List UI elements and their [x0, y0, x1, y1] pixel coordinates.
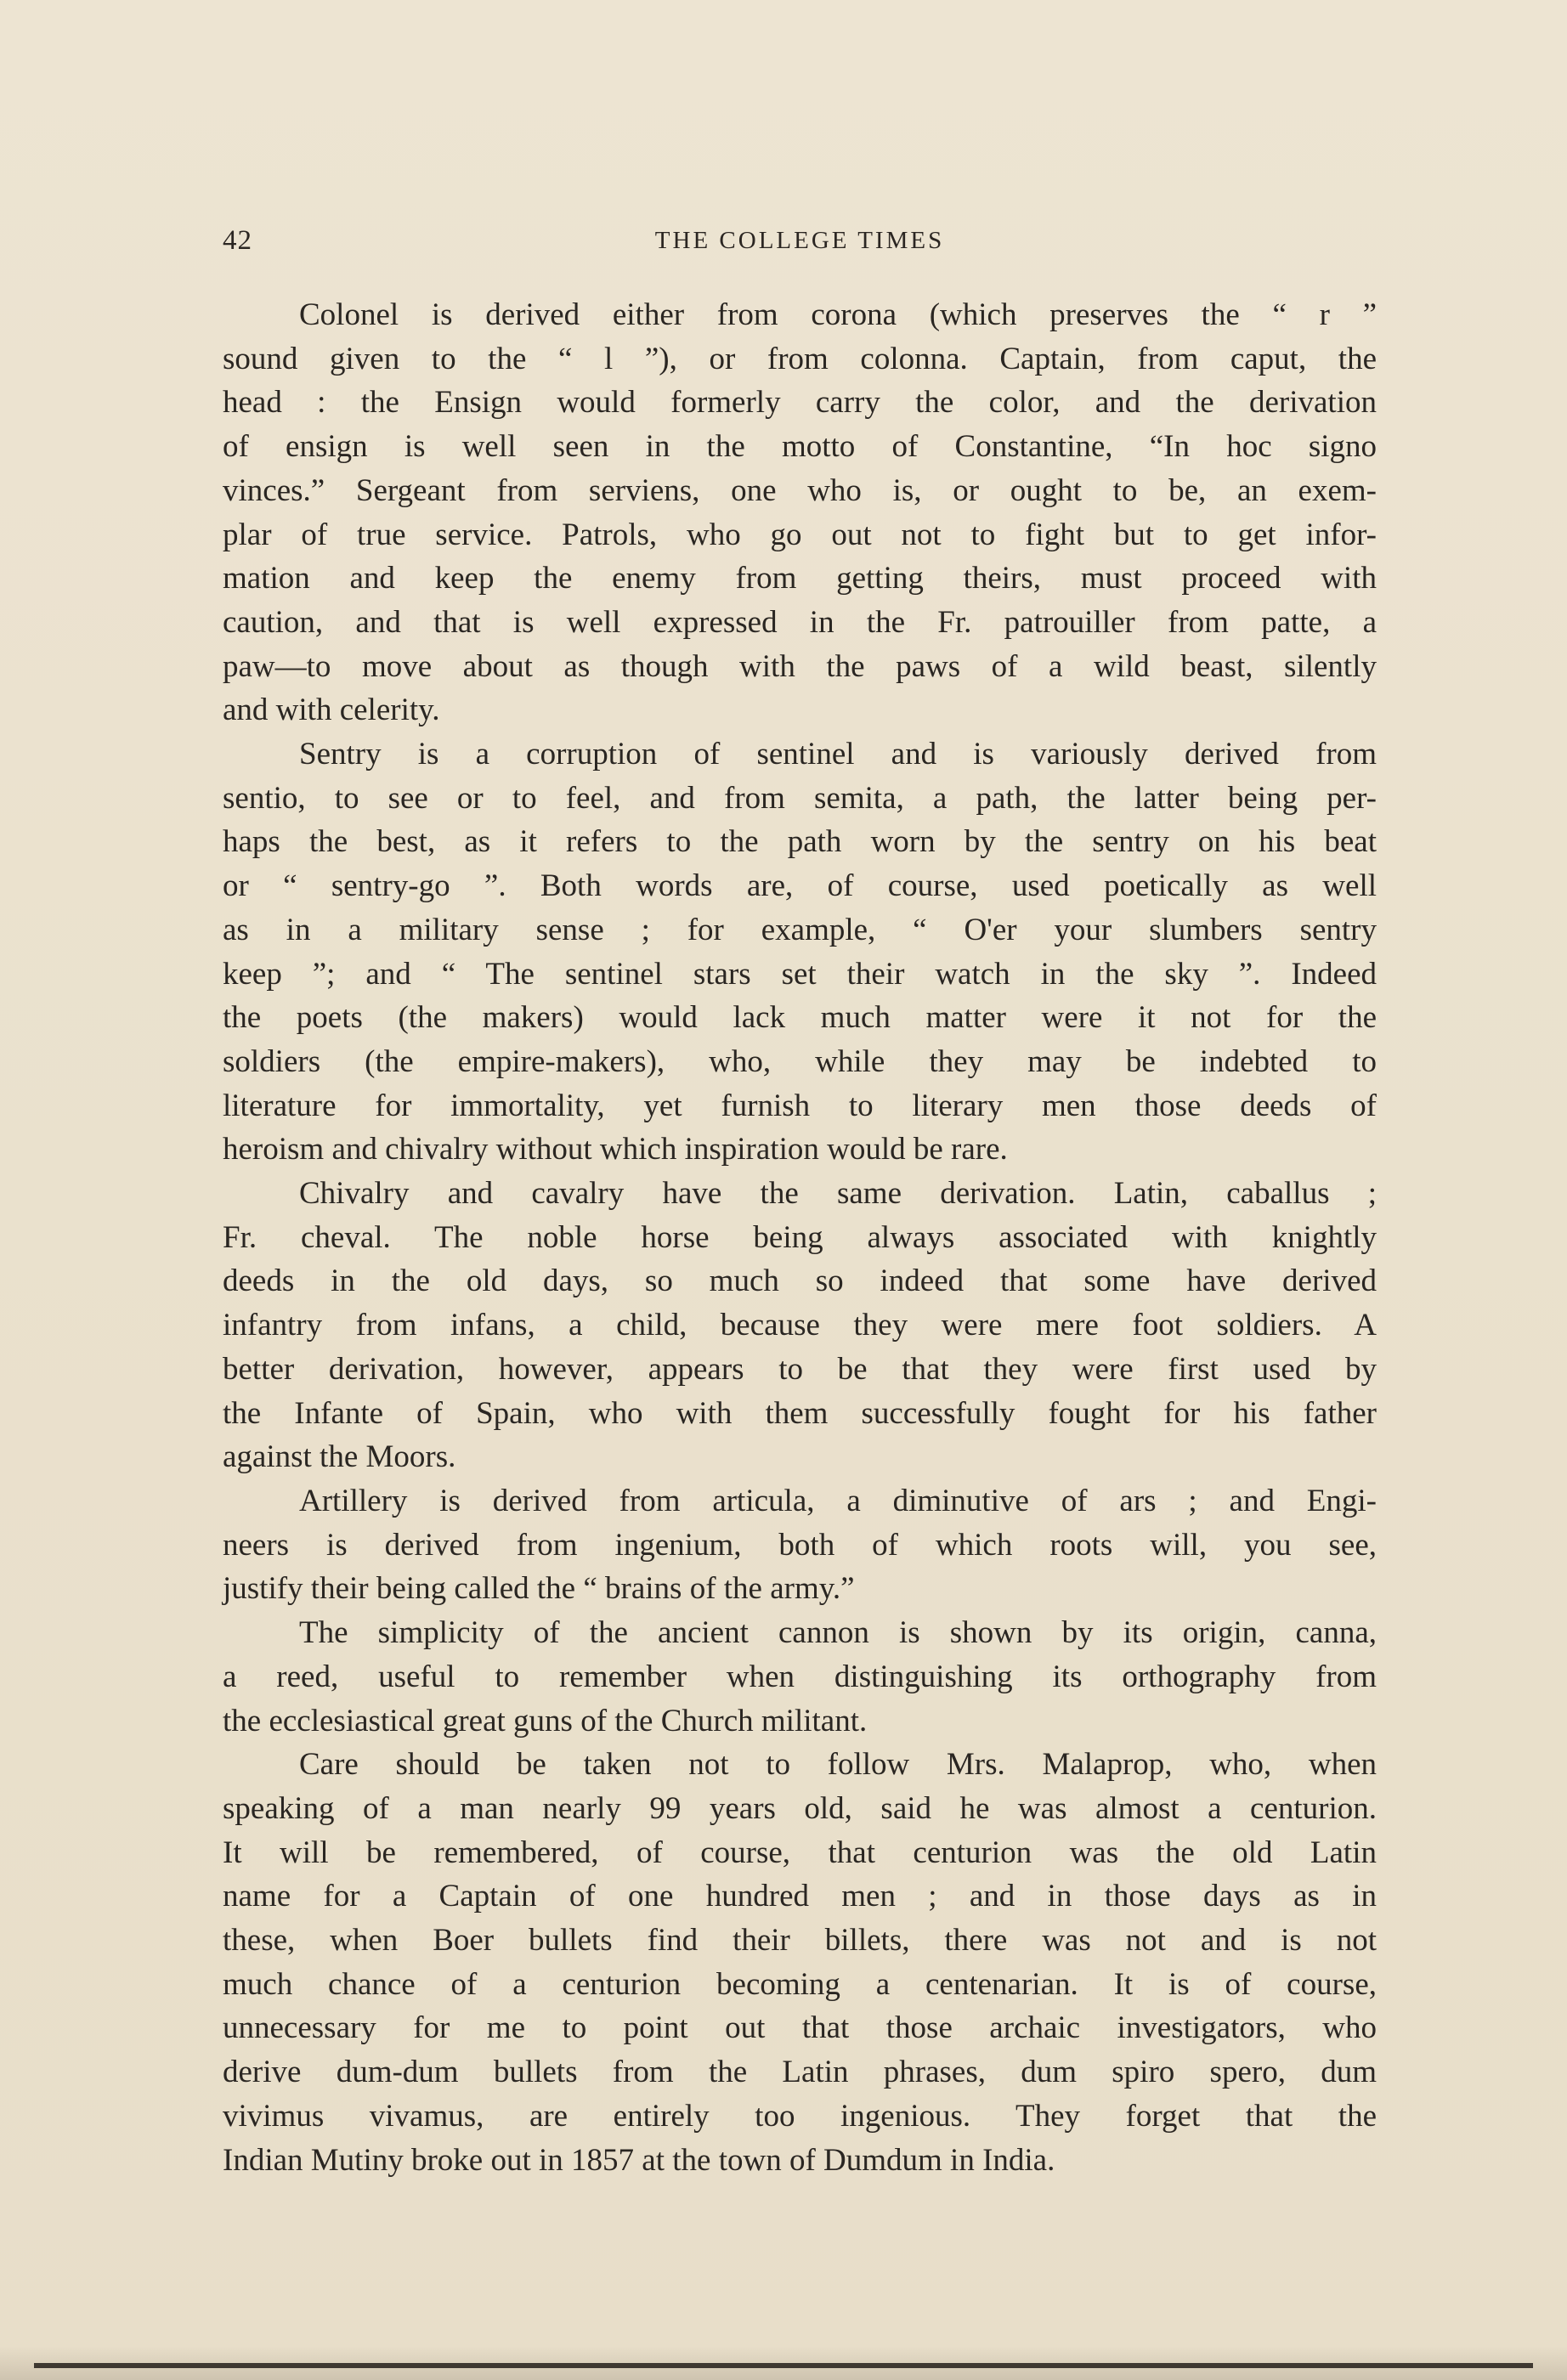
text-line: derive dum-dum bullets from the Latin phrases, dum spiro spero, dum [223, 2055, 1377, 2090]
text-line: the Infante of Spain, who with them successfully fought for his father [223, 1395, 1377, 1431]
text-line: name for a Captain of one hundred men ; and in those days as in [223, 1879, 1377, 1914]
page-bottom-edge [34, 2363, 1533, 2368]
text-line: Indian Mutiny broke out in 1857 at the town of Dumdum in India. [223, 2142, 1055, 2178]
article-body [223, 293, 1377, 2182]
text-line: the ecclesiastical great guns of the Church militant. [223, 1703, 868, 1738]
text-line: against the Moors. [223, 1439, 456, 1475]
text-line: Sentry is a corruption of sentinel and is variously derived from [299, 737, 1377, 772]
text-line: vivimus vivamus, are entirely too ingenious. They forget that the [223, 2098, 1377, 2134]
text-line: these, when Boer bullets find their billets, there was not and is not [223, 1923, 1377, 1959]
text-line: keep ”; and “ The sentinel stars set their watch in the sky ”. Indeed [223, 956, 1377, 992]
text-line: Chivalry and cavalry have the same derivation. Latin, caballus ; [299, 1176, 1377, 1212]
text-line: Fr. cheval. The noble horse being always associated with knightly [223, 1219, 1377, 1255]
text-line: justify their being called the “ brains of the army.” [223, 1571, 855, 1607]
text-line: sentio, to see or to feel, and from semita, a path, the latter being per- [223, 780, 1377, 816]
text-line: and with celerity. [223, 693, 440, 728]
text-line: literature for immortality, yet furnish to literary men those deeds of [223, 1088, 1377, 1123]
text-line: a reed, useful to remember when distinguishing its orthography from [223, 1659, 1377, 1694]
text-line: paw—to move about as though with the paws of a wild beast, silently [223, 648, 1377, 684]
text-line: better derivation, however, appears to be that they were first used by [223, 1351, 1377, 1387]
text-line: neers is derived from ingenium, both of which roots will, you see, [223, 1527, 1377, 1563]
text-line: Care should be taken not to follow Mrs. Malaprop, who, when [299, 1747, 1377, 1783]
text-line: or “ sentry-go ”. Both words are, of course, used poetically as well [223, 868, 1377, 904]
paragraph-chivalry [223, 1172, 1377, 1479]
page-number: 42 [223, 225, 252, 256]
page-header [223, 225, 1377, 263]
text-line: heroism and chivalry without which inspiration would be rare. [223, 1132, 1008, 1167]
text-line: caution, and that is well expressed in the Fr. patrouiller from patte, a [223, 604, 1377, 640]
text-line: unnecessary for me to point out that those archaic investigators, who [223, 2010, 1377, 2046]
text-line: It will be remembered, of course, that centurion was the old Latin [223, 1834, 1377, 1870]
text-line: vinces.” Sergeant from serviens, one who is, or ought to be, an exem- [223, 472, 1377, 508]
text-line: Artillery is derived from articula, a diminutive of ars ; and Engi- [299, 1483, 1377, 1518]
text-line: sound given to the “ l ”), or from colonna. Captain, from caput, the [223, 341, 1377, 376]
text-line: head : the Ensign would formerly carry the color, and the derivation [223, 385, 1377, 421]
text-line: haps the best, as it refers to the path worn by the sentry on his beat [223, 824, 1377, 860]
text-line: mation and keep the enemy from getting theirs, must proceed with [223, 561, 1377, 596]
text-line: plar of true service. Patrols, who go out not to fight but to get infor- [223, 517, 1377, 552]
text-line: deeds in the old days, so much so indeed that some have derived [223, 1263, 1377, 1299]
paragraph-colonel [223, 293, 1377, 732]
text-line: infantry from infans, a child, because they were mere foot soldiers. A [223, 1308, 1377, 1343]
text-line: of ensign is well seen in the motto of Constantine, “In hoc signo [223, 429, 1377, 465]
text-line: The simplicity of the ancient cannon is shown by its origin, canna, [299, 1615, 1377, 1651]
text-line: Colonel is derived either from corona (which preserves the “ r ” [299, 297, 1377, 332]
paragraph-cannon [223, 1611, 1377, 1743]
paragraph-sentry [223, 732, 1377, 1172]
text-line: soldiers (the empire-makers), who, while they may be indebted to [223, 1043, 1377, 1079]
paragraph-malaprop [223, 1743, 1377, 2182]
text-line: much chance of a centurion becoming a centenarian. It is of course, [223, 1966, 1377, 2002]
text-line: the poets (the makers) would lack much matter were it not for the [223, 1000, 1377, 1036]
paragraph-artillery [223, 1479, 1377, 1611]
text-line: speaking of a man nearly 99 years old, said he was almost a centurion. [223, 1790, 1377, 1826]
text-line: as in a military sense ; for example, “ O'er your slumbers sentry [223, 912, 1377, 947]
running-title: THE COLLEGE TIMES [654, 227, 945, 254]
